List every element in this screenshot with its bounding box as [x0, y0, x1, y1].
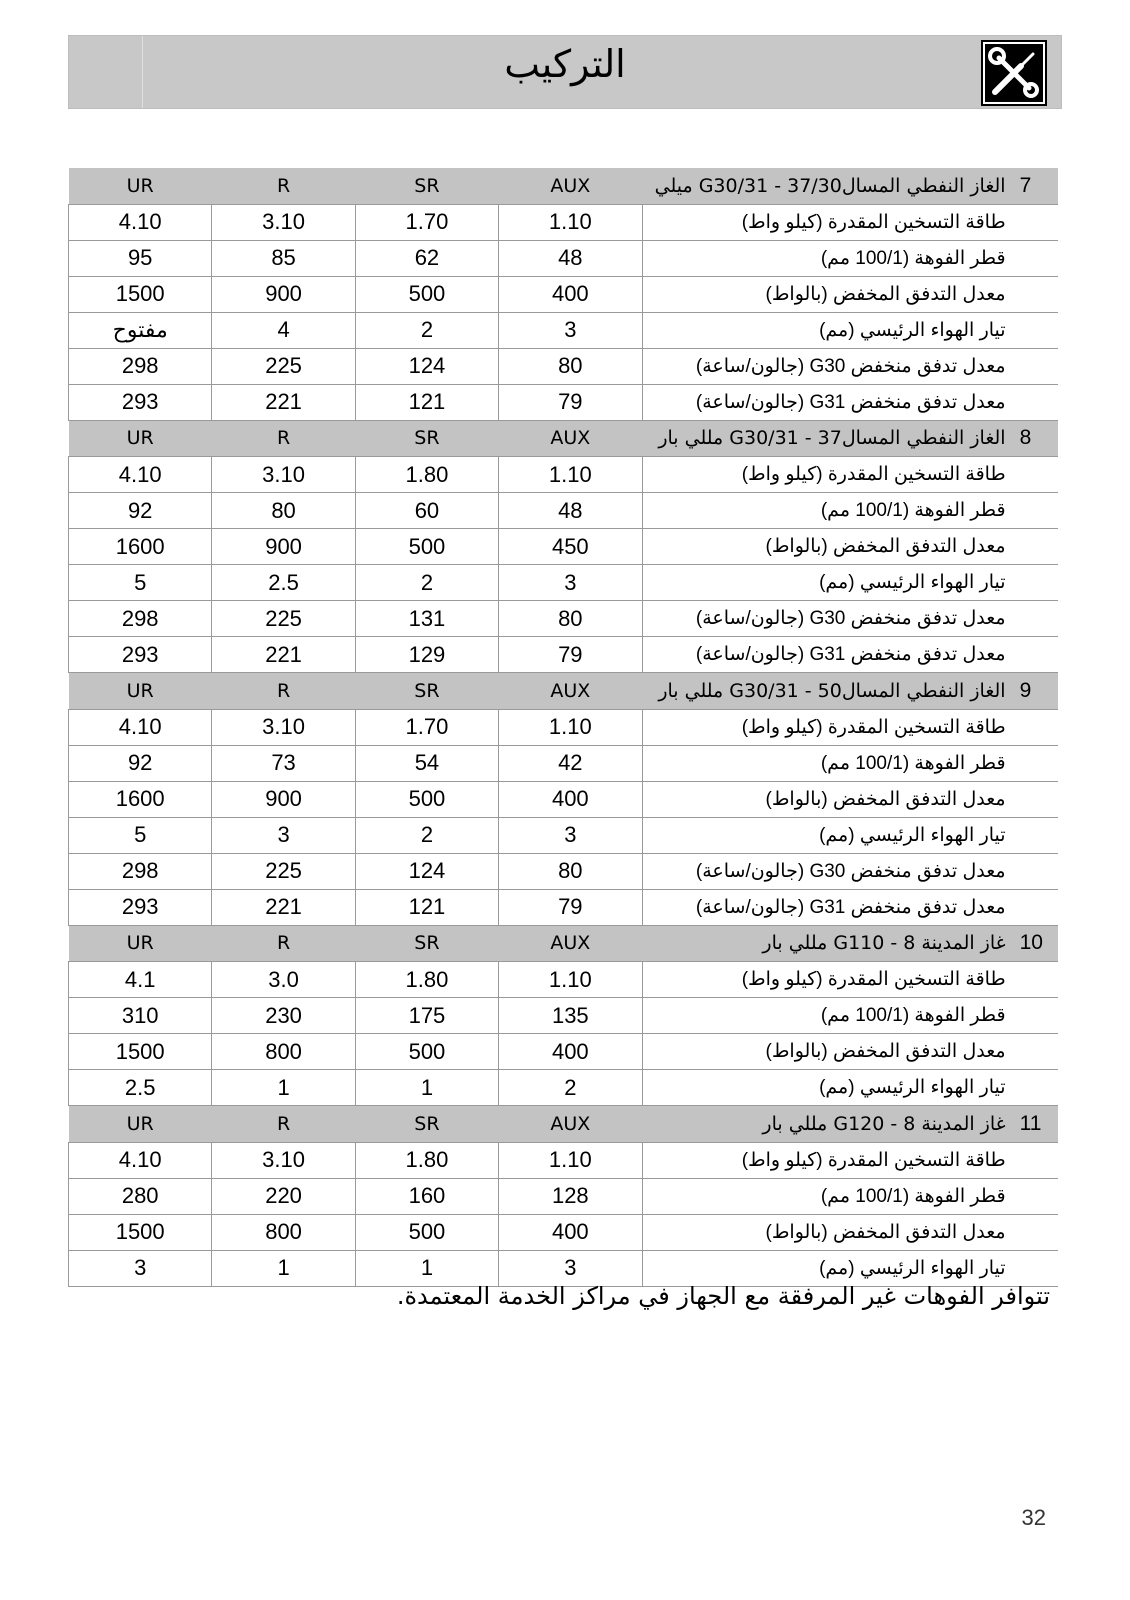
table-cell: 1.10	[499, 709, 642, 745]
table-cell: 1	[212, 1070, 355, 1106]
section-header-row	[69, 168, 1059, 204]
table-row	[69, 312, 1059, 348]
row-label: تيار الهواء الرئيسي (مم)	[642, 565, 1016, 601]
table-cell: 4.10	[69, 1142, 212, 1178]
table-cell: 92	[69, 493, 212, 529]
table-cell: 221	[212, 637, 355, 673]
table-row	[69, 637, 1059, 673]
column-header: AUX	[499, 421, 642, 457]
row-label: طاقة التسخين المقدرة (كيلو واط)	[642, 204, 1016, 240]
row-label: معدل التدفق المخفض (بالواط)	[642, 781, 1016, 817]
section-title: غاز المدينة G110 - 8 مللي بار	[642, 926, 1016, 962]
column-header: R	[212, 421, 355, 457]
table-cell: 1.10	[499, 457, 642, 493]
row-spacer	[1016, 745, 1058, 781]
table-cell: 1500	[69, 1214, 212, 1250]
table-cell: 221	[212, 889, 355, 925]
row-label: معدل تدفق منخفض G30 (جالون/ساعة)	[642, 348, 1016, 384]
table-cell: 73	[212, 745, 355, 781]
row-label: معدل تدفق منخفض G31 (جالون/ساعة)	[642, 889, 1016, 925]
row-label: معدل تدفق منخفض G31 (جالون/ساعة)	[642, 637, 1016, 673]
table-cell: 60	[355, 493, 498, 529]
table-cell: 48	[499, 493, 642, 529]
column-header: AUX	[499, 168, 642, 204]
row-label: قطر الفوهة (100/1 مم)	[642, 493, 1016, 529]
table-row	[69, 276, 1059, 312]
table-cell: 800	[212, 1034, 355, 1070]
table-row	[69, 1178, 1059, 1214]
row-spacer	[1016, 384, 1058, 420]
table-cell: 298	[69, 601, 212, 637]
table-cell: 400	[499, 1034, 642, 1070]
row-label: تيار الهواء الرئيسي (مم)	[642, 1250, 1016, 1286]
section-number: 8	[1016, 421, 1058, 457]
row-spacer	[1016, 709, 1058, 745]
section-number: 10	[1016, 926, 1058, 962]
table-row	[69, 493, 1059, 529]
row-label: طاقة التسخين المقدرة (كيلو واط)	[642, 962, 1016, 998]
table-cell: 3.10	[212, 1142, 355, 1178]
specifications-tables	[68, 168, 1058, 1287]
table-cell: 92	[69, 745, 212, 781]
table-cell: 80	[212, 493, 355, 529]
section-number: 11	[1016, 1106, 1058, 1142]
column-header: AUX	[499, 673, 642, 709]
section-header-row	[69, 926, 1059, 962]
section-number: 9	[1016, 673, 1058, 709]
table-cell: 135	[499, 998, 642, 1034]
column-header: UR	[69, 421, 212, 457]
table-cell: 3	[499, 312, 642, 348]
row-spacer	[1016, 1034, 1058, 1070]
section-title: الغاز النفطي المسالG30/31 - 37/30 ميلي	[642, 168, 1016, 204]
spec-table	[68, 168, 1058, 421]
table-cell: 79	[499, 889, 642, 925]
table-cell: 293	[69, 889, 212, 925]
table-cell: 80	[499, 348, 642, 384]
table-cell: 3.10	[212, 709, 355, 745]
table-row	[69, 204, 1059, 240]
table-cell: 121	[355, 889, 498, 925]
table-cell: 1500	[69, 1034, 212, 1070]
table-cell: 400	[499, 781, 642, 817]
table-cell: 79	[499, 637, 642, 673]
table-cell: 900	[212, 529, 355, 565]
table-row	[69, 529, 1059, 565]
row-spacer	[1016, 348, 1058, 384]
row-spacer	[1016, 1250, 1058, 1286]
table-cell: 85	[212, 240, 355, 276]
row-spacer	[1016, 962, 1058, 998]
table-cell: 62	[355, 240, 498, 276]
table-row	[69, 348, 1059, 384]
table-cell: 175	[355, 998, 498, 1034]
row-spacer	[1016, 1178, 1058, 1214]
table-cell: 230	[212, 998, 355, 1034]
section-header-row	[69, 673, 1059, 709]
table-cell: 1	[355, 1070, 498, 1106]
row-label: قطر الفوهة (100/1 مم)	[642, 998, 1016, 1034]
page-header	[68, 35, 1062, 109]
table-cell: 4.10	[69, 457, 212, 493]
table-row	[69, 1070, 1059, 1106]
table-cell: 310	[69, 998, 212, 1034]
table-cell: 42	[499, 745, 642, 781]
table-cell: 4.10	[69, 709, 212, 745]
table-cell: 2	[499, 1070, 642, 1106]
column-header: SR	[355, 926, 498, 962]
table-cell: 500	[355, 276, 498, 312]
table-cell: 1.70	[355, 204, 498, 240]
table-cell: 3	[499, 565, 642, 601]
spec-table	[68, 673, 1058, 926]
table-row	[69, 1250, 1059, 1286]
table-cell: 500	[355, 529, 498, 565]
table-cell: 3	[499, 817, 642, 853]
row-label: قطر الفوهة (100/1 مم)	[642, 745, 1016, 781]
table-cell: 1	[212, 1250, 355, 1286]
row-spacer	[1016, 637, 1058, 673]
table-row	[69, 962, 1059, 998]
table-cell: 1.80	[355, 1142, 498, 1178]
table-row	[69, 853, 1059, 889]
row-spacer	[1016, 1070, 1058, 1106]
table-row	[69, 1214, 1059, 1250]
row-spacer	[1016, 276, 1058, 312]
table-cell: 80	[499, 853, 642, 889]
table-cell: 80	[499, 601, 642, 637]
row-spacer	[1016, 565, 1058, 601]
table-row	[69, 709, 1059, 745]
row-label: طاقة التسخين المقدرة (كيلو واط)	[642, 709, 1016, 745]
row-label: تيار الهواء الرئيسي (مم)	[642, 312, 1016, 348]
table-cell: 4.1	[69, 962, 212, 998]
table-cell: 2	[355, 817, 498, 853]
table-cell: 2.5	[69, 1070, 212, 1106]
tools-icon	[981, 40, 1047, 106]
section-number: 7	[1016, 168, 1058, 204]
column-header: UR	[69, 1106, 212, 1142]
table-cell: 1.70	[355, 709, 498, 745]
spec-table	[68, 926, 1058, 1107]
table-cell: 500	[355, 781, 498, 817]
table-cell: 1.10	[499, 962, 642, 998]
section-title: غاز المدينة G120 - 8 مللي بار	[642, 1106, 1016, 1142]
table-cell: 900	[212, 276, 355, 312]
table-row	[69, 889, 1059, 925]
table-row	[69, 384, 1059, 420]
table-cell: 131	[355, 601, 498, 637]
footnote: تتوافر الفوهات غير المرفقة مع الجهاز في مراكز الخدمة المعتمدة.	[396, 1282, 1050, 1310]
table-cell: 3	[69, 1250, 212, 1286]
column-header: R	[212, 1106, 355, 1142]
spec-table	[68, 1106, 1058, 1287]
table-cell: 225	[212, 853, 355, 889]
table-cell: 225	[212, 601, 355, 637]
row-label: معدل تدفق منخفض G30 (جالون/ساعة)	[642, 853, 1016, 889]
table-cell: 1.10	[499, 1142, 642, 1178]
row-label: معدل تدفق منخفض G31 (جالون/ساعة)	[642, 384, 1016, 420]
column-header: UR	[69, 926, 212, 962]
table-row	[69, 457, 1059, 493]
row-label: طاقة التسخين المقدرة (كيلو واط)	[642, 457, 1016, 493]
row-spacer	[1016, 998, 1058, 1034]
table-row	[69, 240, 1059, 276]
table-cell: 129	[355, 637, 498, 673]
table-cell: 2.5	[212, 565, 355, 601]
row-spacer	[1016, 853, 1058, 889]
table-cell: 2	[355, 565, 498, 601]
table-cell: 5	[69, 565, 212, 601]
table-cell: 124	[355, 348, 498, 384]
section-title: الغاز النفطي المسالG30/31 - 50 مللي بار	[642, 673, 1016, 709]
column-header: R	[212, 673, 355, 709]
table-cell: 54	[355, 745, 498, 781]
row-label: قطر الفوهة (100/1 مم)	[642, 240, 1016, 276]
row-label: معدل التدفق المخفض (بالواط)	[642, 1034, 1016, 1070]
table-cell: 124	[355, 853, 498, 889]
table-cell: 400	[499, 1214, 642, 1250]
row-spacer	[1016, 312, 1058, 348]
table-cell: 225	[212, 348, 355, 384]
table-cell: 1.10	[499, 204, 642, 240]
page-title: التركيب	[504, 42, 626, 86]
row-spacer	[1016, 457, 1058, 493]
table-cell: 3	[499, 1250, 642, 1286]
column-header: AUX	[499, 926, 642, 962]
row-spacer	[1016, 204, 1058, 240]
table-cell: 2	[355, 312, 498, 348]
table-cell: 1.80	[355, 457, 498, 493]
table-row	[69, 601, 1059, 637]
row-label: معدل تدفق منخفض G30 (جالون/ساعة)	[642, 601, 1016, 637]
table-cell: 298	[69, 853, 212, 889]
column-header: SR	[355, 168, 498, 204]
row-label: قطر الفوهة (100/1 مم)	[642, 1178, 1016, 1214]
row-spacer	[1016, 889, 1058, 925]
table-cell: 95	[69, 240, 212, 276]
row-label: معدل التدفق المخفض (بالواط)	[642, 529, 1016, 565]
table-cell: 400	[499, 276, 642, 312]
table-cell: 4.10	[69, 204, 212, 240]
column-header: UR	[69, 673, 212, 709]
table-cell: 800	[212, 1214, 355, 1250]
table-cell: 450	[499, 529, 642, 565]
table-cell: 160	[355, 1178, 498, 1214]
table-cell: مفتوح	[69, 312, 212, 348]
row-label: تيار الهواء الرئيسي (مم)	[642, 817, 1016, 853]
spec-table	[68, 421, 1058, 674]
table-row	[69, 817, 1059, 853]
row-spacer	[1016, 781, 1058, 817]
table-cell: 1600	[69, 781, 212, 817]
table-row	[69, 1142, 1059, 1178]
row-spacer	[1016, 1214, 1058, 1250]
table-cell: 293	[69, 637, 212, 673]
table-cell: 3.10	[212, 457, 355, 493]
row-spacer	[1016, 240, 1058, 276]
table-cell: 121	[355, 384, 498, 420]
row-spacer	[1016, 817, 1058, 853]
section-header-row	[69, 1106, 1059, 1142]
table-cell: 3.0	[212, 962, 355, 998]
column-header: SR	[355, 1106, 498, 1142]
row-label: معدل التدفق المخفض (بالواط)	[642, 1214, 1016, 1250]
table-cell: 298	[69, 348, 212, 384]
row-spacer	[1016, 529, 1058, 565]
column-header: AUX	[499, 1106, 642, 1142]
table-cell: 280	[69, 1178, 212, 1214]
column-header: R	[212, 168, 355, 204]
table-row	[69, 745, 1059, 781]
column-header: UR	[69, 168, 212, 204]
row-label: معدل التدفق المخفض (بالواط)	[642, 276, 1016, 312]
row-spacer	[1016, 601, 1058, 637]
row-spacer	[1016, 1142, 1058, 1178]
table-row	[69, 781, 1059, 817]
column-header: SR	[355, 673, 498, 709]
table-cell: 1	[355, 1250, 498, 1286]
column-header: R	[212, 926, 355, 962]
table-cell: 1.80	[355, 962, 498, 998]
table-cell: 221	[212, 384, 355, 420]
table-cell: 3	[212, 817, 355, 853]
table-cell: 220	[212, 1178, 355, 1214]
section-header-row	[69, 421, 1059, 457]
table-cell: 79	[499, 384, 642, 420]
table-cell: 500	[355, 1214, 498, 1250]
table-cell: 293	[69, 384, 212, 420]
row-label: تيار الهواء الرئيسي (مم)	[642, 1070, 1016, 1106]
column-header: SR	[355, 421, 498, 457]
table-cell: 48	[499, 240, 642, 276]
table-cell: 128	[499, 1178, 642, 1214]
table-cell: 3.10	[212, 204, 355, 240]
row-spacer	[1016, 493, 1058, 529]
table-cell: 1500	[69, 276, 212, 312]
page-number: 32	[1021, 1505, 1046, 1530]
table-row	[69, 998, 1059, 1034]
row-label: طاقة التسخين المقدرة (كيلو واط)	[642, 1142, 1016, 1178]
table-row	[69, 1034, 1059, 1070]
table-cell: 5	[69, 817, 212, 853]
table-cell: 1600	[69, 529, 212, 565]
table-cell: 4	[212, 312, 355, 348]
section-title: الغاز النفطي المسالG30/31 - 37 مللي بار	[642, 421, 1016, 457]
table-row	[69, 565, 1059, 601]
table-cell: 900	[212, 781, 355, 817]
table-cell: 500	[355, 1034, 498, 1070]
